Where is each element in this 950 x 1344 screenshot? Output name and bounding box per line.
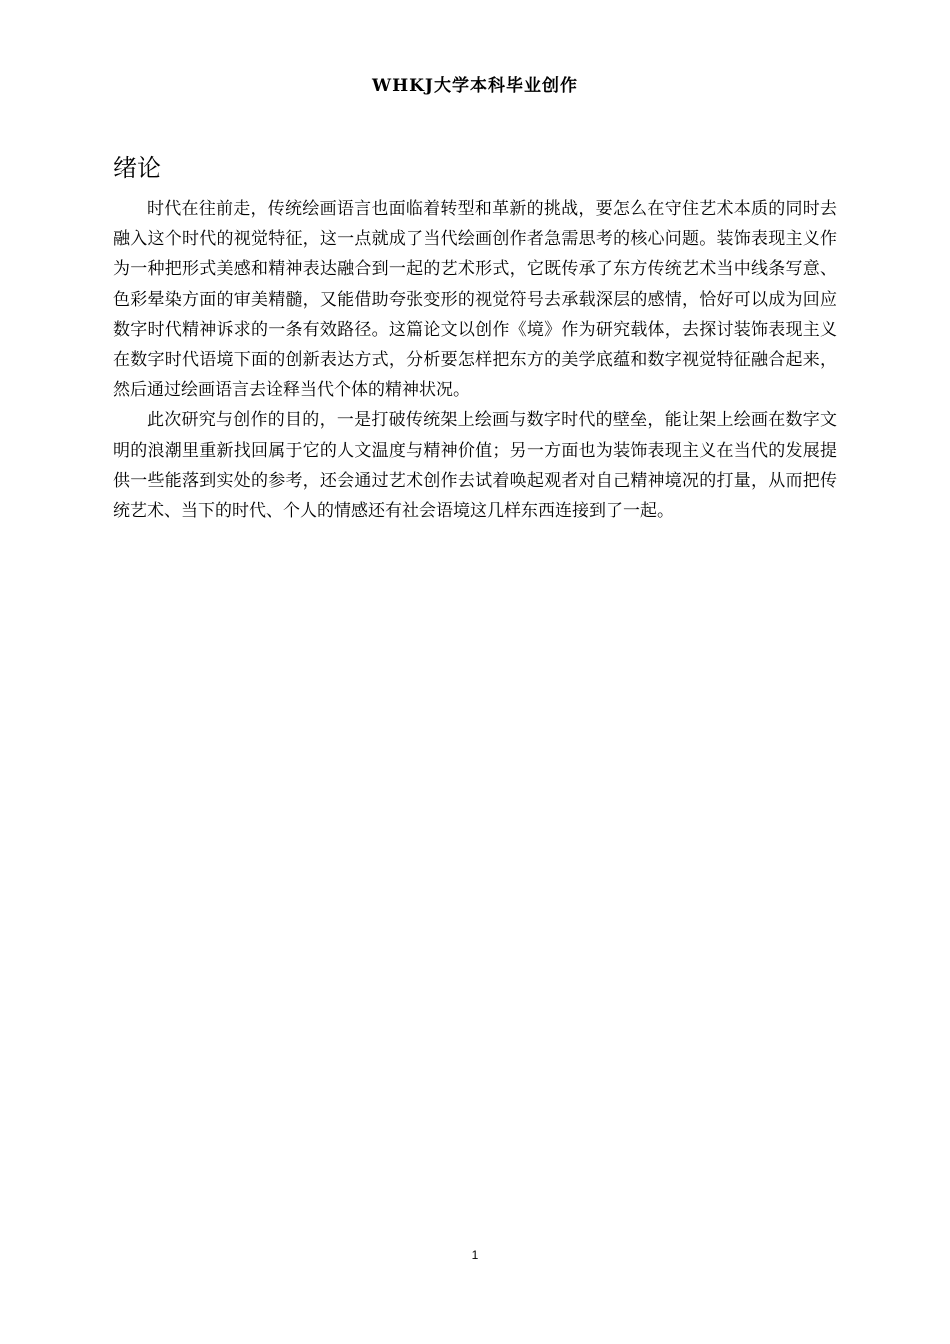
running-header: WHKJ大学本科毕业创作 xyxy=(372,76,578,96)
page-number: 1 xyxy=(471,1248,479,1262)
body-text xyxy=(113,194,837,526)
paragraph: 时代在往前走，传统绘画语言也面临着转型和革新的挑战，要怎么在守住艺术本质的同时去融入这个时代的视觉特征，这一点就成了当代绘画创作者急需思考的核心问题。装饰表现主义作为一种把形式美感和精神表达融合到一起的艺术形式，它既传承了东方传统艺术当中线条写意、色彩晕染方面的审美精髓，又能借助夸张变形的视觉符号去承载深层的感情，恰好可以成为回应数字时代精神诉求的一条有效路径。这篇论文以创作《境》作为研究载体，去探讨装饰表现主义在数字时代语境下面的创新表达方式，分析要怎样把东方的美学底蕴和数字视觉特征融合起来，然后通过绘画语言去诠释当代个体的精神状况。 xyxy=(113,199,837,401)
header-divider xyxy=(113,103,837,104)
section-heading: 绪论 xyxy=(113,154,161,182)
paragraph: 此次研究与创作的目的，一是打破传统架上绘画与数字时代的壁垒，能让架上绘画在数字文明的浪潮里重新找回属于它的人文温度与精神价值；另一方面也为装饰表现主义在当代的发展提供一些能落到实处的参考，还会通过艺术创作去试着唤起观者对自己精神境况的打量，从而把传统艺术、当下的时代、个人的情感还有社会语境这几样东西连接到了一起。 xyxy=(113,410,837,522)
